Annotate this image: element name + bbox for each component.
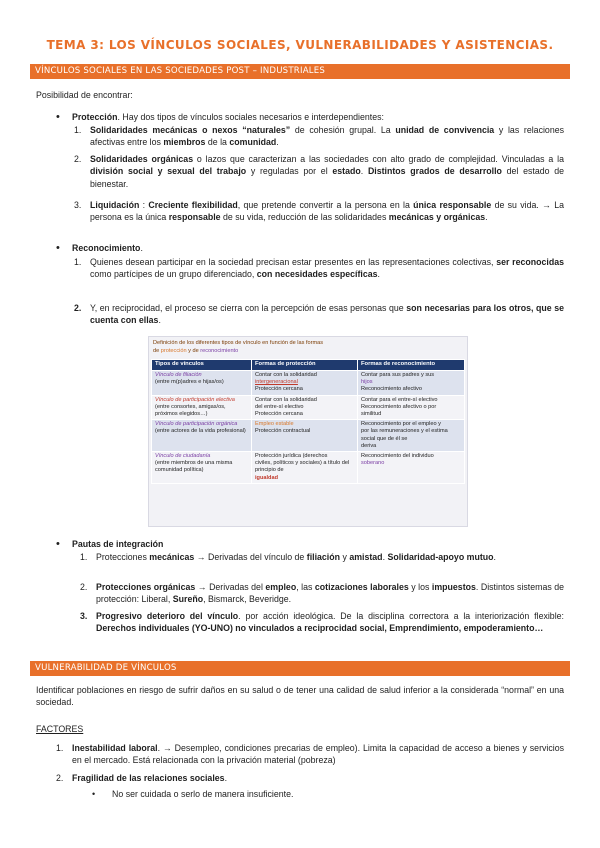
list-number: 1. — [80, 552, 88, 562]
table-row: Vínculo de filiación (entre m(p)adres e hijas/os) Contar con la solidaridad intergeneracional Protección cercana Contar para sus padres y sus hijos Reconocimiento afectivo — [152, 371, 465, 396]
list-item: Quienes desean participar en la sociedad precisan estar presentes en las representaciones colectivas, ser reconocidas como partícipes de un grupo diferenciado, con necesidades específicas. — [90, 257, 564, 280]
list-item: Inestabilidad laboral. → Desempleo, condiciones precarias de empleo). Limita la capacidad de acceso a bienes y servicios en el mercado. Está relacionada con la privación material (pobreza) — [72, 743, 564, 766]
bullet-icon: • — [56, 111, 60, 123]
list-item: Solidaridades mecánicas o nexos “naturales” de cohesión grupal. La unidad de convivencia y las relaciones afectivas entre los miembros de la comunidad. — [90, 125, 565, 148]
list-item: Solidaridades orgánicas o lazos que caracterizan a las sociedades con alto grado de complejidad. Vinculadas a la división social y sexual del trabajo y reguladas por el estado. Distintos grados de desarrollo del estado de bienestar. — [90, 154, 565, 189]
pautas-line: Pautas de integración — [72, 539, 164, 549]
proteccion-line: Protección. Hay dos tipos de vínculos sociales necesarios e interdependientes: — [72, 112, 384, 122]
list-number: 1. — [56, 743, 64, 753]
list-item: Protecciones orgánicas → Derivadas del empleo, las cotizaciones laborales y los impuestos. Distintos sistemas de protección: Liberal, Sureño, Bismarck, Beveridge. — [96, 582, 565, 605]
bullet-icon: • — [56, 242, 60, 254]
list-number: 1. — [74, 257, 82, 267]
table-header-cell: Tipos de vínculos — [152, 360, 252, 371]
page-title: TEMA 3: LOS VÍNCULOS SOCIALES, VULNERABILIDADES Y ASISTENCIAS. — [46, 38, 554, 52]
list-number: 1. — [74, 125, 82, 135]
bullet-icon: • — [56, 538, 60, 550]
list-item: Liquidación : Creciente flexibilidad, que pretende convertir a la persona en la única responsable de su vida. → La persona es la única responsable de su vida, reducción de las solidaridades mecánicas y orgánicas. — [90, 200, 565, 223]
section2-intro: Identificar poblaciones en riesgo de sufrir daños en su salud o de tener una calidad de salud inferior a la considerada “normal” en una sociedad. — [36, 685, 564, 708]
list-number: 3. — [80, 611, 88, 621]
section-heading-vulnerabilidad: VULNERABILIDAD DE VÍNCULOS — [30, 661, 570, 676]
reconocimiento-line: Reconocimiento. — [72, 243, 143, 253]
vinculos-table — [151, 359, 465, 484]
table-row: Vínculo de participación orgánica (entre actores de la vida profesional) Empleo estable Protección contractual Reconocimiento por el empleo y por las remuneraciones y el estima social que de él se deriva — [152, 420, 465, 452]
list-item: Protecciones mecánicas → Derivadas del vínculo de filiación y amistad. Solidaridad-apoyo mutuo. — [96, 552, 496, 562]
bullet-icon: • — [92, 789, 96, 799]
list-number: 2. — [74, 154, 82, 164]
table-row: Vínculo de participación electiva (entre consortes, amigas/os, próximos elegidos…) Contar con la solidaridad del entre-sí electivo Protección cercana Contar para el entre-sí electivo Reconocimiento afectivo o por similitud — [152, 395, 465, 420]
intro-text: Posibilidad de encontrar: — [36, 90, 133, 100]
list-item: Y, en reciprocidad, el proceso se cierra con la percepción de esas personas que son necesarias para los otros, que se cuenta con ellas. — [90, 303, 564, 326]
list-number: 3. — [74, 200, 82, 210]
factores-label: FACTORES — [36, 724, 84, 734]
sub-bullet-text: No ser cuidada o serlo de manera insuficiente. — [112, 789, 294, 799]
table-caption: Definición de los diferentes tipos de vínculo en función de las formas de protección y de reconocimiento — [153, 340, 324, 354]
table-row: Vínculo de ciudadanía (entre miembros de una misma comunidad política) Protección jurídica (derechos civiles, políticos y sociales) a título del principio de igualdad Reconocimiento del individuo soberano — [152, 452, 465, 484]
list-item: Fragilidad de las relaciones sociales. — [72, 773, 228, 783]
list-number: 2. — [80, 582, 88, 592]
table-header-row — [152, 360, 465, 371]
table-header-cell: Formas de protección — [252, 360, 358, 371]
table-header-cell: Formas de reconocimiento — [358, 360, 465, 371]
vinculos-table-figure — [148, 336, 468, 527]
list-item: Progresivo deterioro del vínculo. por acción ideológica. De la disciplina correctora a la interiorización flexible: Derechos individuales (YO-UNO) no vinculados a reciprocidad social, Emprendimiento, empoderamiento… — [96, 611, 564, 634]
list-number: 2. — [74, 303, 82, 313]
section-heading-vinculos: VÍNCULOS SOCIALES EN LAS SOCIEDADES POST – INDUSTRIALES — [30, 64, 570, 79]
list-number: 2. — [56, 773, 64, 783]
